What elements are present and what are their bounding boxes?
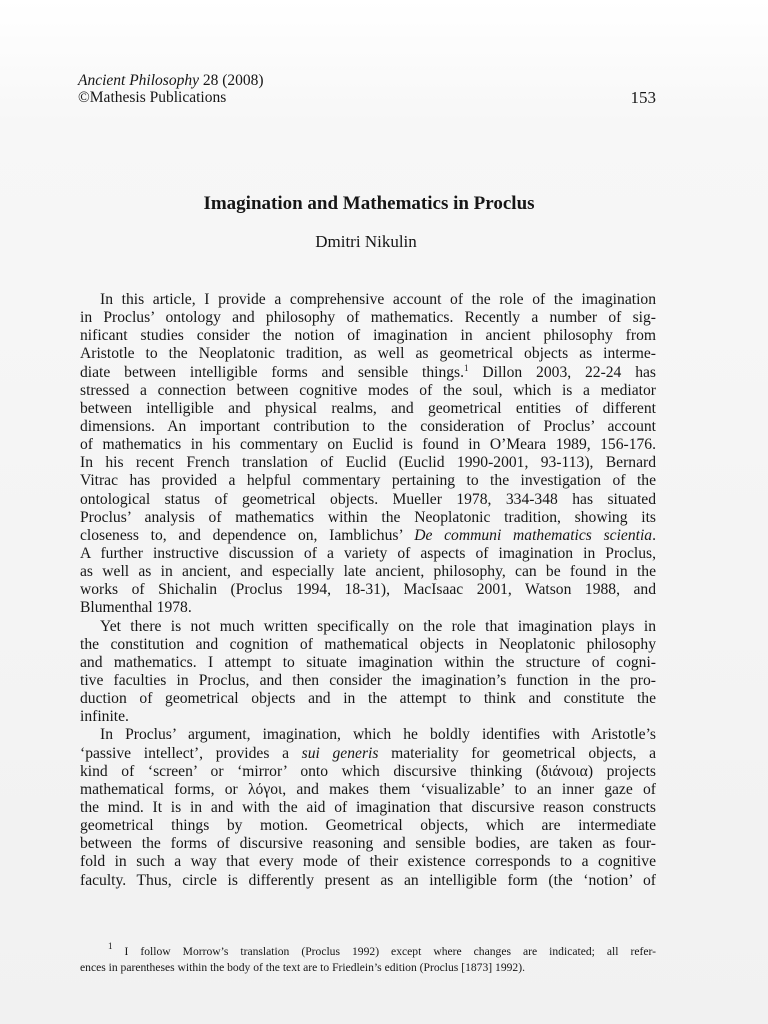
text-line: the mind. It is in and with the aid of imagination that discursive reason constructs	[80, 798, 656, 816]
text-line: tive faculties in Proclus, and then consider the imagination’s function in the pro-	[80, 671, 656, 689]
text-line: geometrical things by motion. Geometrical objects, which are intermediate	[80, 817, 656, 835]
text-segment: closeness to, and dependence on, Iamblichus’	[80, 526, 415, 544]
text-line: works of Shichalin (Proclus 1994, 18-31), MacIsaac 2001, Watson 1988, and	[80, 581, 656, 599]
text-line: fold in such a way that every mode of their existence corresponds to a cognitive	[80, 853, 656, 871]
journal-name: Ancient Philosophy	[78, 72, 199, 89]
footnote-mark: 1	[108, 941, 113, 951]
footnote-ref[interactable]: 1	[464, 362, 469, 373]
text-line: faculty. Thus, circle is differently present as an intelligible form (the ‘notion’ of	[80, 871, 656, 889]
text-line: stressed a connection between cognitive modes of the soul, which is a mediator	[80, 381, 656, 399]
text-line: In this article, I provide a comprehensive account of the role of the imagination	[100, 291, 656, 308]
text-line: between intelligible and physical realms, and geometrical entities of different	[80, 399, 656, 417]
text-line: Proclus’ analysis of mathematics within the Neoplatonic tradition, showing its	[80, 508, 656, 526]
text-line: of mathematics in his commentary on Euclid is found in O’Meara 1989, 156-176.	[80, 436, 656, 454]
article-body	[80, 291, 656, 890]
paragraph-1	[80, 291, 656, 618]
text-line: dimensions. An important contribution to the consideration of Proclus’ account	[80, 417, 656, 435]
text-line: ontological status of geometrical objects. Mueller 1978, 334-348 has situated	[80, 490, 656, 508]
text-segment: materiality for geometrical objects, a	[378, 744, 656, 762]
text-segment: Dillon 2003, 22-24 has	[468, 363, 656, 381]
text-segment: .	[652, 526, 656, 544]
text-line: Yet there is not much written specifically on the role that imagination plays in	[100, 617, 656, 635]
text-line: Blumenthal 1978.	[80, 599, 192, 617]
page-number: 153	[630, 88, 656, 107]
text-line: between the forms of discursive reasoning and sensible bodies, are taken as four-	[80, 835, 656, 853]
article-author: Dmitri Nikulin	[315, 232, 417, 251]
footnote-line: ences in parentheses within the body of the text are to Friedlein’s edition (Proclus [1873] 1992).	[80, 960, 525, 974]
text-line: nificant studies consider the notion of imagination in ancient philosophy from	[80, 327, 656, 345]
text-line: as well as in ancient, and especially late ancient, philosophy, can be found in the	[80, 563, 656, 581]
journal-issue: 28 (2008)	[198, 72, 264, 89]
footnote	[80, 941, 656, 975]
text-line: A further instructive discussion of a variety of aspects of imagination in Proclus,	[80, 544, 656, 562]
text-segment: diate between intelligible forms and sensible things.	[80, 363, 465, 381]
publisher: ©Mathesis Publications	[78, 89, 227, 106]
text-line: mathematical forms, or λόγοι, and makes them ‘visualizable’ to an inner gaze of	[80, 780, 656, 798]
text-line: duction of geometrical objects and in the attempt to think and constitute the	[80, 690, 656, 708]
work-title: De communi mathematics scientia	[414, 526, 653, 544]
footnote-line	[80, 941, 656, 960]
text-line: kind of ‘screen’ or ‘mirror’ onto which discursive thinking (διάνοια) projects	[80, 762, 656, 780]
text-line: the constitution and cognition of mathematical objects in Neoplatonic philosophy	[80, 635, 656, 653]
text-line	[80, 745, 656, 763]
text-line: Vitrac has provided a helpful commentary pertaining to the investigation of the	[80, 472, 656, 490]
paragraph-2	[80, 618, 656, 727]
article-title: Imagination and Mathematics in Proclus	[203, 193, 535, 214]
journal-citation	[78, 72, 264, 89]
text-line: In Proclus’ argument, imagination, which he boldly identifies with Aristotle’s	[100, 726, 656, 744]
text-line	[80, 527, 656, 545]
journal-info	[78, 72, 264, 106]
text-line: Aristotle to the Neoplatonic tradition, as well as geometrical objects as interme-	[80, 345, 656, 363]
text-line: infinite.	[80, 708, 129, 726]
text-line: in Proclus’ ontology and philosophy of mathematics. Recently a number of sig-	[80, 309, 656, 327]
text-line: In his recent French translation of Euclid (Euclid 1990-2001, 93-113), Bernard	[80, 454, 656, 472]
text-line	[80, 364, 656, 382]
text-segment: ‘passive intellect’, provides a	[80, 744, 302, 762]
footnote-text: I follow Morrow’s translation (Proclus 1992) except where changes are indicated; all refer-	[112, 945, 656, 958]
paragraph-3	[80, 726, 656, 889]
text-line: and mathematics. I attempt to situate imagination within the structure of cogni-	[80, 653, 656, 671]
italic-term: sui generis	[301, 744, 379, 762]
